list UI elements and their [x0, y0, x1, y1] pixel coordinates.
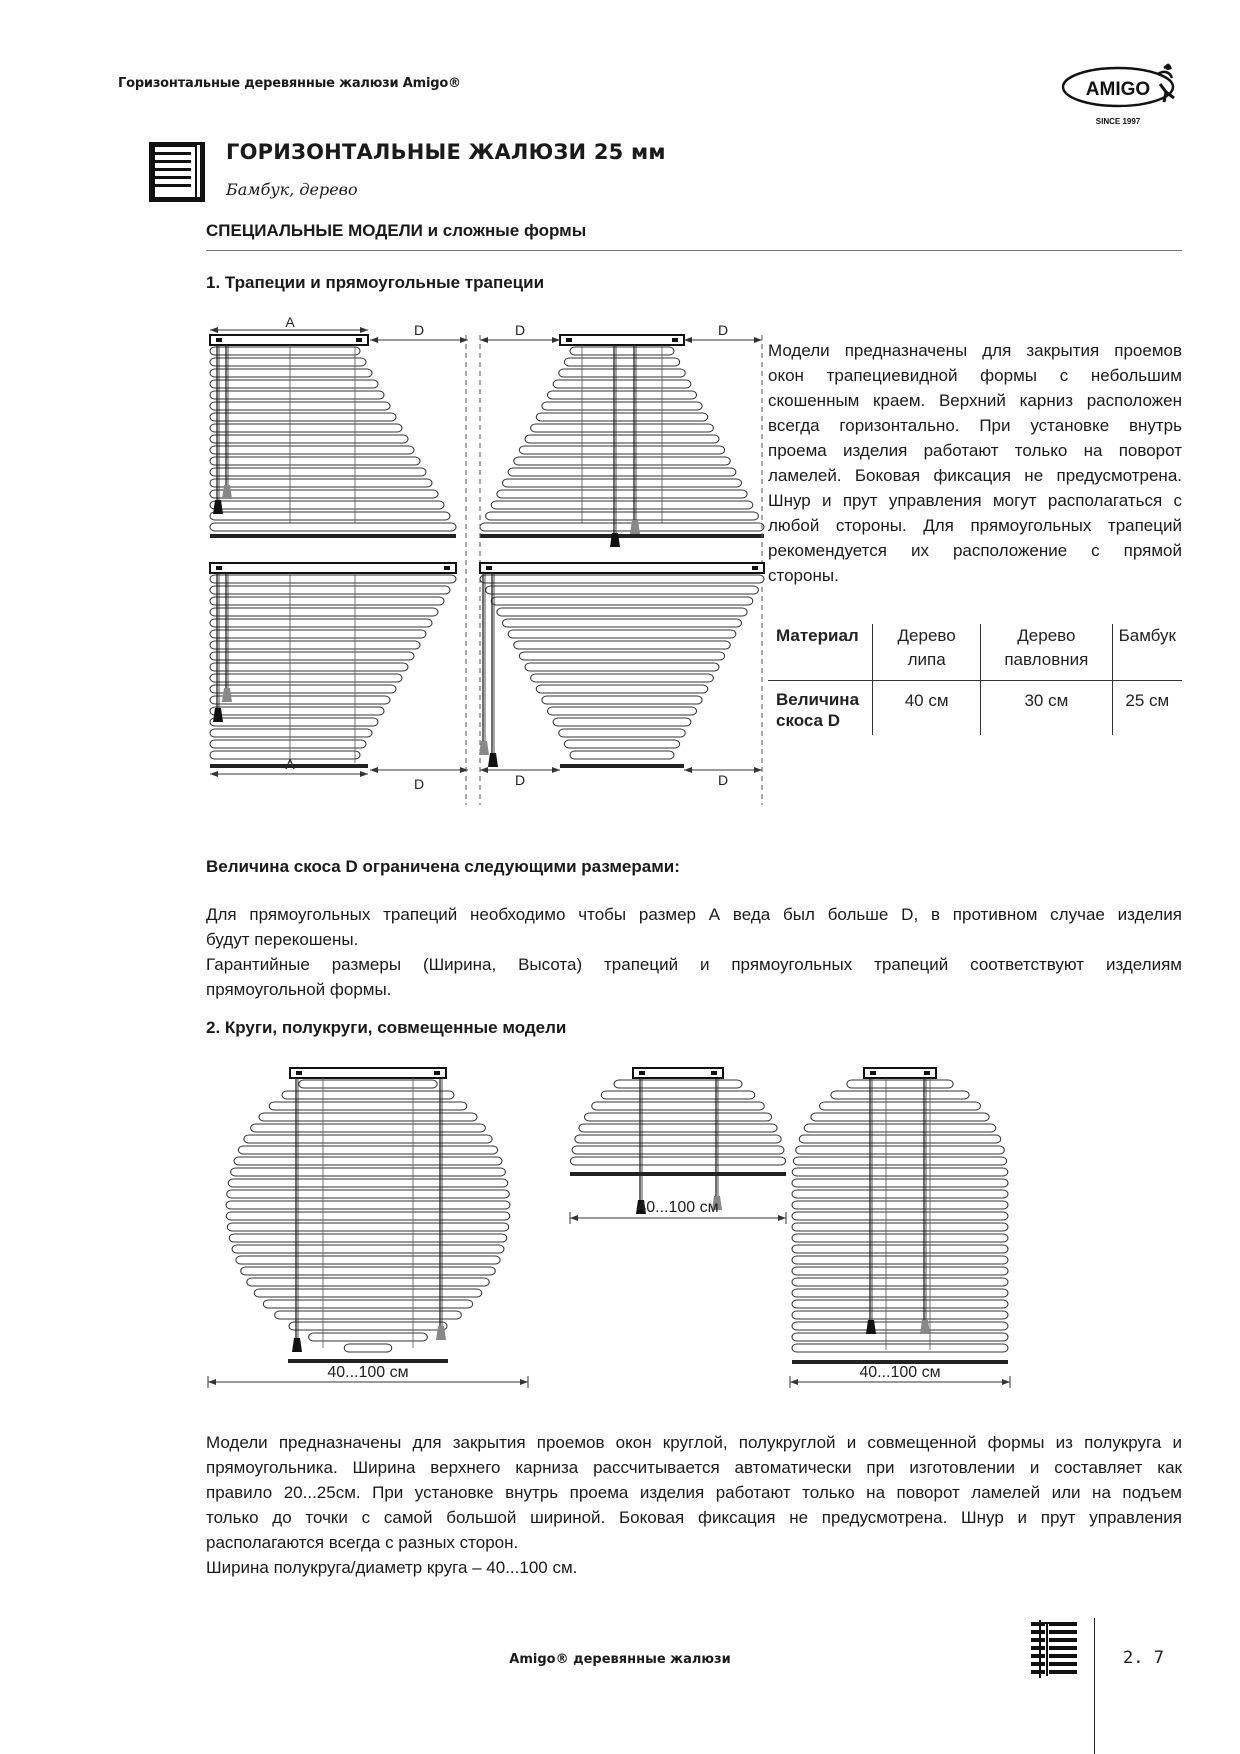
slat [503, 479, 742, 487]
headrail-bracket [639, 1071, 645, 1075]
section-divider [206, 250, 1182, 251]
slat [226, 1201, 510, 1209]
slat [804, 1124, 995, 1132]
part1-line: окон трапециевидной формы с небольшим [768, 366, 1182, 385]
dimension-label-a: A [285, 756, 295, 772]
slat [792, 1168, 1008, 1176]
slat [792, 1311, 1008, 1319]
slat [570, 751, 674, 759]
slat [792, 1256, 1008, 1264]
headrail [480, 563, 764, 573]
slat [559, 369, 686, 377]
part2-line: прямоугольника. Ширина верхнего карниза рассчитывается автоматически при изготовлении и составляет как [206, 1458, 1182, 1477]
slat [210, 707, 384, 715]
dimension-label-d: D [514, 322, 526, 338]
slat [227, 1190, 510, 1198]
table-header-cell: Материал [776, 626, 859, 645]
slat [232, 1245, 504, 1253]
slat [536, 685, 708, 693]
slat [792, 1278, 1008, 1286]
slat [210, 380, 378, 388]
slat [559, 729, 686, 737]
slat [210, 424, 402, 432]
bottom-rail [210, 534, 456, 538]
headrail-bracket [356, 338, 362, 342]
circle-diagrams [200, 1058, 1030, 1398]
slat [210, 391, 384, 399]
part2-line: правило 20...25см. При установке внутрь проема изделия работают только на поворот ламелей или на подъем [206, 1483, 1182, 1502]
slat [579, 1124, 777, 1132]
part1-line: ламелей. Боковая фиксация не предусмотрена. [768, 466, 1182, 485]
slat [210, 435, 408, 443]
slat [210, 597, 444, 605]
part1-line: всегда горизонтально. При установке внутрь [768, 416, 1182, 435]
limit-line: будут перекошены. [206, 930, 359, 949]
slat [259, 1113, 477, 1121]
limit-line: Гарантийные размеры (Ширина, Высота) трапеций и прямоугольных трапеций соответствуют изделиям [206, 955, 1182, 974]
slat [792, 1201, 1008, 1209]
slat [282, 1091, 454, 1099]
slat [299, 1080, 437, 1088]
slat [210, 740, 366, 748]
slat [793, 1157, 1006, 1165]
dimension-label-d: D [717, 772, 729, 788]
slat [210, 446, 414, 454]
slat [486, 586, 759, 594]
slat [210, 358, 366, 366]
logo-wordmark: AMIGO [1085, 79, 1151, 100]
slat [210, 490, 438, 498]
dimension-label-d: D [514, 772, 526, 788]
part2-line: Модели предназначены для закрытия проемов окон круглой, полукруглой и совмещенной формы из полукруга и [206, 1433, 1182, 1452]
slat [210, 457, 420, 465]
slat [229, 1234, 507, 1242]
limit-line: прямоугольной формы. [206, 980, 392, 999]
bottom-rail [480, 534, 764, 538]
slat [210, 468, 426, 476]
slat [486, 512, 759, 520]
slat [210, 413, 396, 421]
slat [491, 597, 753, 605]
amigo-logo [1060, 62, 1186, 130]
slat [792, 1223, 1008, 1231]
slat [497, 608, 747, 616]
slat [269, 1102, 467, 1110]
dimension-label-d: D [717, 322, 729, 338]
slat [210, 608, 438, 616]
table-header-cell: Бамбук [1112, 624, 1182, 681]
slat [792, 1190, 1008, 1198]
slat [210, 479, 432, 487]
slat [254, 1289, 481, 1297]
table-cell: 40 см [873, 681, 981, 736]
slat [497, 490, 747, 498]
slat [344, 1344, 391, 1352]
part2-description [206, 1430, 1182, 1580]
part1-line: проема изделия работают только на поворот [768, 441, 1182, 460]
slat [251, 1124, 486, 1132]
dimension-label-circle: 40...100 см [327, 1364, 409, 1381]
slat [584, 1113, 771, 1121]
slat [210, 619, 432, 627]
spec-table-header-row [768, 624, 1182, 681]
limit-heading: Величина скоса D ограничена следующими размерами: [206, 857, 680, 876]
slat [601, 1091, 754, 1099]
slat [519, 446, 724, 454]
slat [548, 391, 697, 399]
slat [227, 1223, 508, 1231]
slat [289, 1322, 447, 1330]
slat [792, 1322, 1008, 1330]
table-cell: 25 см [1112, 681, 1182, 736]
headrail-bracket [444, 566, 450, 570]
dimension-label-semicircle: 40...100 см [637, 1199, 719, 1216]
slat [592, 1102, 764, 1110]
slat [210, 347, 360, 355]
slat [210, 586, 450, 594]
headrail [210, 563, 456, 573]
slat [514, 457, 731, 465]
headrail [633, 1068, 723, 1078]
product-subtitle: Бамбук, дерево [226, 180, 358, 199]
slat [514, 641, 731, 649]
slat [503, 619, 742, 627]
dimension-label-arch: 40...100 см [859, 1364, 941, 1381]
headrail [210, 335, 368, 345]
headrail [290, 1068, 446, 1078]
headrail-bracket [870, 1071, 876, 1075]
headrail-bracket [566, 338, 572, 342]
bottom-rail [560, 764, 684, 768]
slat [831, 1091, 969, 1099]
slat [792, 1267, 1008, 1275]
slat [210, 652, 414, 660]
blinds-category-icon [148, 141, 206, 203]
slat [508, 630, 736, 638]
footer-text: Amigo® деревянные жалюзи [509, 1652, 731, 1667]
slat [847, 1080, 953, 1088]
section-title: СПЕЦИАЛЬНЫЕ МОДЕЛИ и сложные формы [206, 221, 587, 240]
slat [275, 1311, 462, 1319]
slat [480, 575, 764, 583]
slat [792, 1234, 1008, 1242]
slat [210, 630, 426, 638]
product-title: ГОРИЗОНТАЛЬНЫЕ ЖАЛЮЗИ 25 мм [226, 140, 666, 164]
slat [792, 1179, 1008, 1187]
slat [210, 523, 456, 531]
slat [491, 501, 753, 509]
headrail-bracket [434, 1071, 440, 1075]
part2-line: располагаются всегда с разных сторон. [206, 1533, 519, 1552]
slat [792, 1333, 1008, 1341]
slat [236, 1256, 500, 1264]
slat [508, 468, 736, 476]
slat [210, 674, 402, 682]
running-header: Горизонтальные деревянные жалюзи Amigo® [118, 76, 461, 91]
part1-line: стороны. [768, 566, 839, 585]
slat [231, 1168, 506, 1176]
part2-line: только до точки с самой большой шириной. Боковая фиксация не предусмотрена. Шнур и прут управления [206, 1508, 1182, 1527]
slat [263, 1300, 472, 1308]
footer-divider [1094, 1618, 1095, 1754]
headrail-bracket [216, 338, 222, 342]
limit-line: Для прямоугольных трапеций необходимо чтобы размер А веда был больше D, в противном случае изделия [206, 905, 1182, 924]
slat [553, 380, 691, 388]
slat [553, 718, 691, 726]
slat [309, 1333, 428, 1341]
slat [531, 674, 714, 682]
slat [614, 1080, 742, 1088]
page-number: 2. 7 [1123, 1648, 1164, 1668]
trapezoid-diagrams [200, 305, 760, 825]
part1-line: рекомендуется их расположение с прямой [768, 541, 1182, 560]
headrail-bracket [486, 566, 492, 570]
table-header-cell: Дерево липа [873, 624, 981, 681]
slat [792, 1289, 1008, 1297]
slat [542, 696, 702, 704]
bottom-rail [570, 1172, 786, 1176]
dimension-label-d: D [413, 776, 425, 792]
headrail-bracket [752, 566, 758, 570]
slat [799, 1135, 1000, 1143]
slat [575, 1135, 781, 1143]
slat [811, 1113, 989, 1121]
spec-table-row [768, 681, 1182, 736]
spec-table-wrap [768, 624, 1182, 735]
table-row-label: Величина скоса D [768, 681, 873, 736]
slat [210, 696, 390, 704]
slat [210, 402, 390, 410]
part1-line: Модели предназначены для закрытия проемов [768, 341, 1182, 360]
table-cell: 30 см [981, 681, 1112, 736]
slat [210, 641, 420, 649]
slat [210, 718, 378, 726]
dimension-label-a: A [285, 314, 295, 330]
part1-line: скошенным краем. Верхний карниз расположен [768, 391, 1182, 410]
slat [238, 1146, 497, 1154]
slat [244, 1135, 492, 1143]
slat [542, 402, 702, 410]
headrail-bracket [711, 1071, 717, 1075]
headrail [560, 335, 684, 345]
slat [820, 1102, 981, 1110]
slat [234, 1157, 502, 1165]
slat [536, 413, 708, 421]
slat [792, 1344, 1008, 1352]
logo-since: SINCE 1997 [1095, 117, 1141, 126]
slat [210, 729, 372, 737]
slat [525, 663, 719, 671]
slat [241, 1267, 496, 1275]
slat [210, 575, 456, 583]
headrail-bracket [216, 566, 222, 570]
slat [792, 1212, 1008, 1220]
slat [210, 369, 372, 377]
slat [519, 652, 724, 660]
cord-tassel [292, 1338, 302, 1352]
limit-text [206, 902, 1182, 1002]
slat [480, 523, 764, 531]
slat [531, 424, 714, 432]
blinds-footer-icon [1031, 1620, 1084, 1680]
slat [792, 1245, 1008, 1253]
slat [564, 740, 679, 748]
spec-table [768, 624, 1182, 735]
headrail-bracket [924, 1071, 930, 1075]
part2-line: Ширина полукруга/диаметр круга – 40...100 см. [206, 1558, 578, 1577]
slat [792, 1300, 1008, 1308]
slat [210, 685, 396, 693]
slat [548, 707, 697, 715]
part1-description [768, 338, 1182, 588]
headrail-bracket [296, 1071, 302, 1075]
slat [210, 663, 408, 671]
cord-tassel [630, 520, 640, 534]
slat [210, 512, 450, 520]
part1-line: любой стороны. Для прямоугольных трапеций [768, 516, 1182, 535]
slat [570, 1157, 785, 1165]
slat [572, 1146, 784, 1154]
part1-line: Шнур и прут управления могут располагаться с [768, 491, 1182, 510]
dimension-label-d: D [413, 322, 425, 338]
slat [210, 501, 444, 509]
slat [228, 1179, 508, 1187]
part2-heading: 2. Круги, полукруги, совмещенные модели [206, 1018, 567, 1037]
slat [796, 1146, 1005, 1154]
slat [525, 435, 719, 443]
cord-tassel [488, 753, 498, 767]
headrail-bracket [672, 338, 678, 342]
slat [226, 1212, 510, 1220]
bottom-rail [288, 1359, 448, 1363]
table-header-cell: Дерево павловния [981, 624, 1112, 681]
part1-heading: 1. Трапеции и прямоугольные трапеции [206, 273, 545, 292]
slat [247, 1278, 489, 1286]
slat [570, 347, 674, 355]
